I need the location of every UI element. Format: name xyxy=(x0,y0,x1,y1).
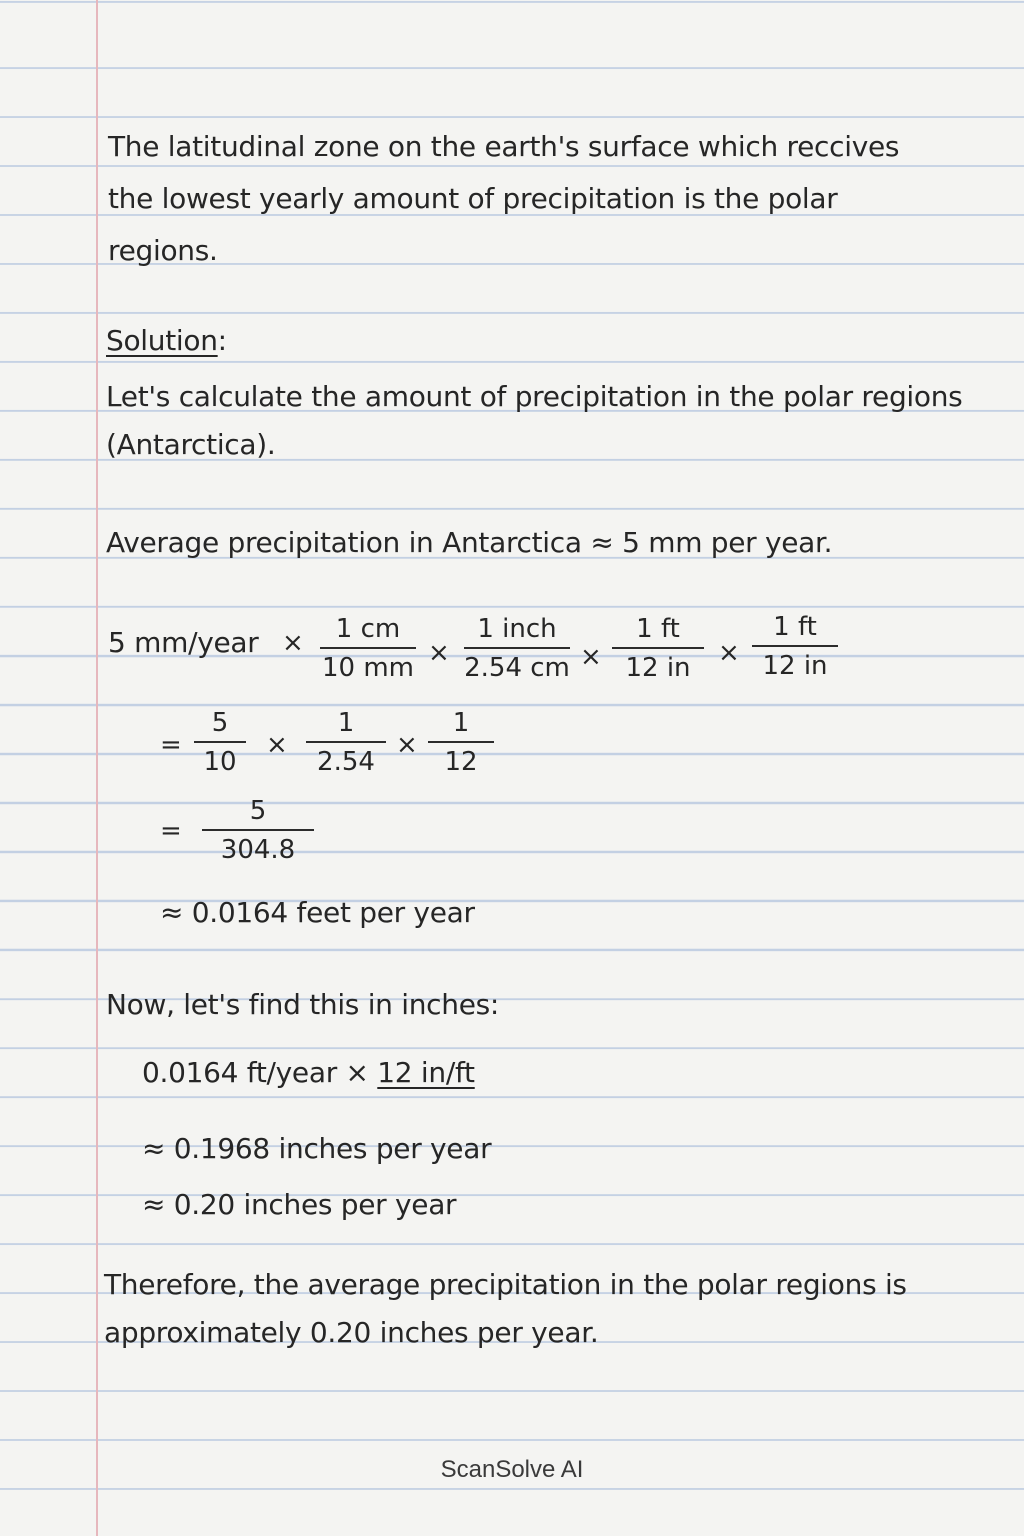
intro-line-1: The latitudinal zone on the earth's surface which reccives xyxy=(108,130,900,163)
fraction-numerator: 5 xyxy=(249,796,267,826)
margin-line xyxy=(96,0,98,1536)
fraction-denominator: 12 in xyxy=(625,653,691,683)
fraction-denominator: 2.54 cm xyxy=(464,653,570,683)
times-sign-1: × xyxy=(282,628,304,658)
inches-expression xyxy=(142,1056,475,1090)
intro-line-3: regions. xyxy=(108,234,218,267)
equals-sign-1: = xyxy=(160,730,182,760)
fraction-1-12 xyxy=(428,708,494,777)
conclusion-line-1: Therefore, the average precipitation in the polar regions is xyxy=(104,1268,907,1301)
fraction-bar xyxy=(464,647,570,649)
inches-result-1: ≈ 0.1968 inches per year xyxy=(142,1132,492,1165)
fraction-bar xyxy=(306,741,386,743)
fraction-bar xyxy=(320,647,416,649)
intro-line-2: the lowest yearly amount of precipitation is the polar xyxy=(108,182,838,215)
fraction-ft-in-1 xyxy=(612,614,704,683)
fraction-bar xyxy=(612,647,704,649)
fraction-numerator: 1 ft xyxy=(773,612,817,642)
fraction-numerator: 1 inch xyxy=(477,614,557,644)
average-precipitation: Average precipitation in Antarctica ≈ 5 mm per year. xyxy=(106,526,833,559)
feet-per-year-result: ≈ 0.0164 feet per year xyxy=(160,896,475,929)
fraction-5-10 xyxy=(194,708,246,777)
solution-line-2: (Antarctica). xyxy=(106,428,276,461)
fraction-bar xyxy=(752,645,838,647)
solution-heading xyxy=(106,324,227,358)
fraction-bar xyxy=(194,741,246,743)
inches-expression-left: 0.0164 ft/year × xyxy=(142,1056,369,1089)
times-sign-3: × xyxy=(580,642,602,672)
fraction-cm-mm xyxy=(320,614,416,683)
fraction-numerator: 1 ft xyxy=(636,614,680,644)
solution-line-1: Let's calculate the amount of precipitation in the polar regions xyxy=(106,380,963,413)
times-sign-2: × xyxy=(428,638,450,668)
fraction-bar xyxy=(428,741,494,743)
fraction-denominator: 10 mm xyxy=(321,653,414,683)
solution-heading-text: Solution xyxy=(106,324,218,357)
times-sign-4: × xyxy=(718,638,740,668)
fraction-5-3048 xyxy=(202,796,314,865)
inches-intro: Now, let's find this in inches: xyxy=(106,988,500,1021)
times-sign-6: × xyxy=(396,730,418,760)
inches-expression-right: 12 in/ft xyxy=(377,1056,475,1089)
fraction-denominator: 304.8 xyxy=(220,835,296,865)
inches-result-2: ≈ 0.20 inches per year xyxy=(142,1188,457,1221)
fraction-denominator: 12 in xyxy=(762,651,828,681)
footer-brand: ScanSolve AI xyxy=(440,1456,584,1483)
equals-sign-2: = xyxy=(160,816,182,846)
fraction-inch-cm xyxy=(464,614,570,683)
fraction-denominator: 10 xyxy=(203,747,237,777)
fraction-1-254 xyxy=(306,708,386,777)
fraction-denominator: 2.54 xyxy=(317,747,375,777)
fraction-numerator: 5 xyxy=(211,708,229,738)
fraction-ft-in-2 xyxy=(752,612,838,681)
conclusion-line-2: approximately 0.20 inches per year. xyxy=(104,1316,599,1349)
times-sign-5: × xyxy=(266,730,288,760)
solution-heading-colon: : xyxy=(217,324,227,357)
conversion-start: 5 mm/year xyxy=(108,626,259,659)
fraction-numerator: 1 cm xyxy=(335,614,401,644)
fraction-numerator: 1 xyxy=(452,708,470,738)
fraction-denominator: 12 xyxy=(444,747,478,777)
fraction-bar xyxy=(202,829,314,831)
fraction-numerator: 1 xyxy=(337,708,355,738)
